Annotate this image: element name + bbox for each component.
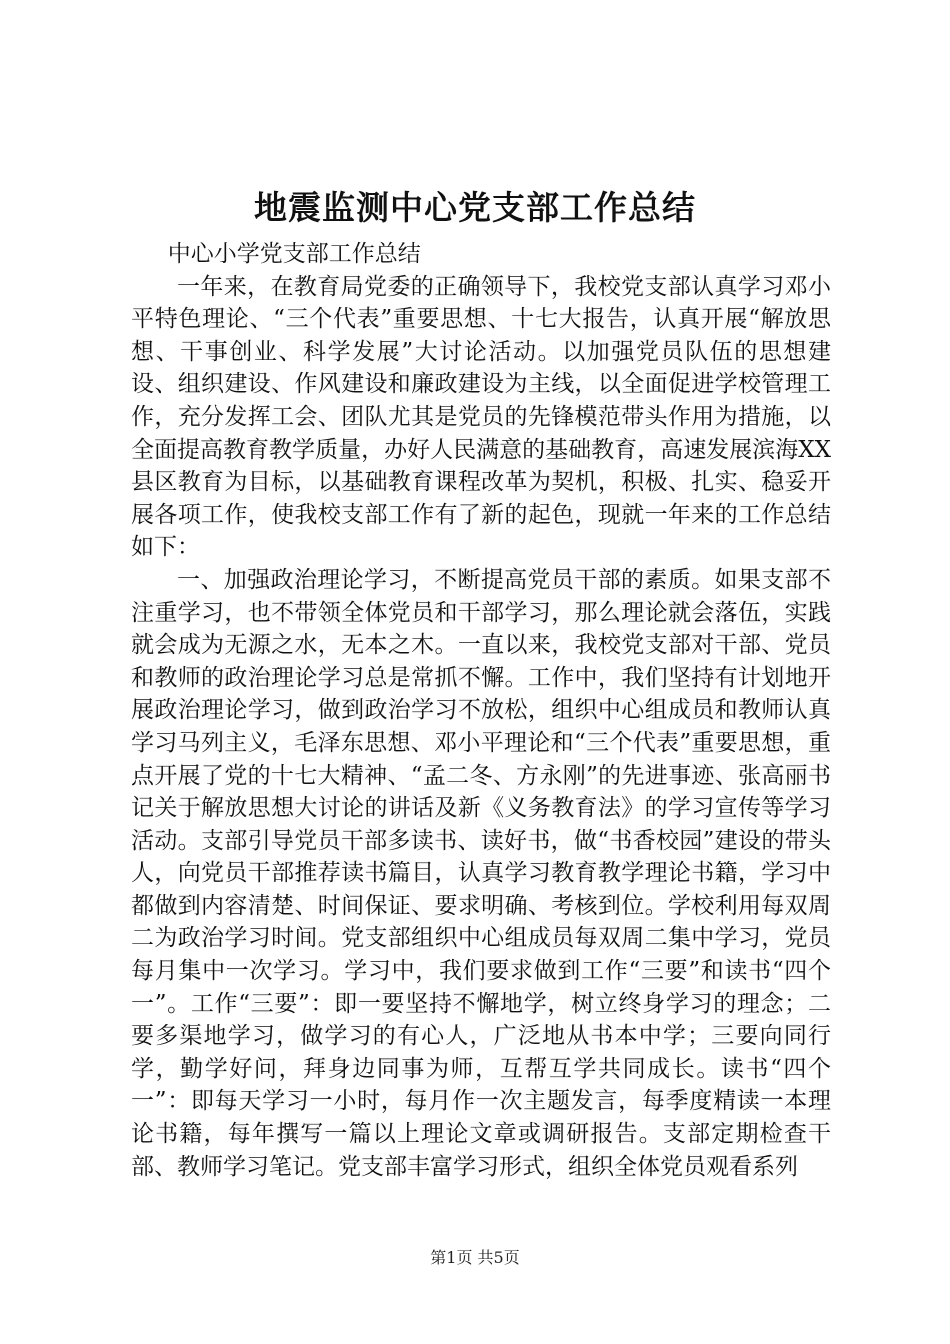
document-subtitle: 中心小学党支部工作总结 (167, 241, 421, 267)
paragraph-section-one: 一、加强政治理论学习，不断提高党员干部的素质。如果支部不注重学习，也不带领全体党员和干部学习，那么理论就会落伍，实践就会成为无源之水，无本之木。一直以来，我校党支部对干部、党员和教师的政治理论学习总是常抓不懈。工作中，我们坚持有计划地开展政治理论学习，做到政治学习不放松，组织中心组成员和教师认真学习马列主义，毛泽东思想、邓小平理论和“三个代表”重要思想，重点开展了党的十七大精神、“孟二冬、方永刚”的先进事迹、张高丽书记关于解放思想大讨论的讲话及新《义务教育法》的学习宣传等学习活动。支部引导党员干部多读书、读好书，做“书香校园”建设的带头人，向党员干部推荐读书篇目，认真学习教育教学理论书籍，学习中都做到内容清楚、时间保证、要求明确、考核到位。学校利用每双周二为政治学习时间。党支部组织中心组成员每双周二集中学习，党员每月集中一次学习。学习中，我们要求做到工作“三要”和读书“四个一”。工作“三要”：即一要坚持不懈地学，树立终身学习的理念；二要多渠地学习，做学习的有心人，广泛地从书本中学；三要向同行学，勤学好问，拜身边同事为师，互帮互学共同成长。读书“四个一”：即每天学习一小时，每月作一次主题发言，每季度精读一本理论书籍，每年撰写一篇以上理论文章或调研报告。支部定期检查干部、教师学习笔记。党支部丰富学习形式，组织全体党员观看系列 (131, 566, 831, 1180)
paragraph-intro: 一年来，在教育局党委的正确领导下，我校党支部认真学习邓小平特色理论、“三个代表”重要思想、十七大报告，认真开展“解放思想、干事创业、科学发展”大讨论活动。以加强党员队伍的思想建设、组织建设、作风建设和廉政建设为主线，以全面促进学校管理工作，充分发挥工会、团队尤其是党员的先锋模范带头作用为措施，以全面提高教育教学质量，办好人民满意的基础教育，高速发展滨海XX县区教育为目标，以基础教育课程改革为契机，积极、扎实、稳妥开展各项工作，使我校支部工作有了新的起色，现就一年来的工作总结如下： (131, 273, 831, 561)
document-body (131, 238, 831, 1183)
page-footer: 第1页 共5页 (430, 1248, 520, 1267)
document-title: 地震监测中心党支部工作总结 (254, 188, 696, 227)
